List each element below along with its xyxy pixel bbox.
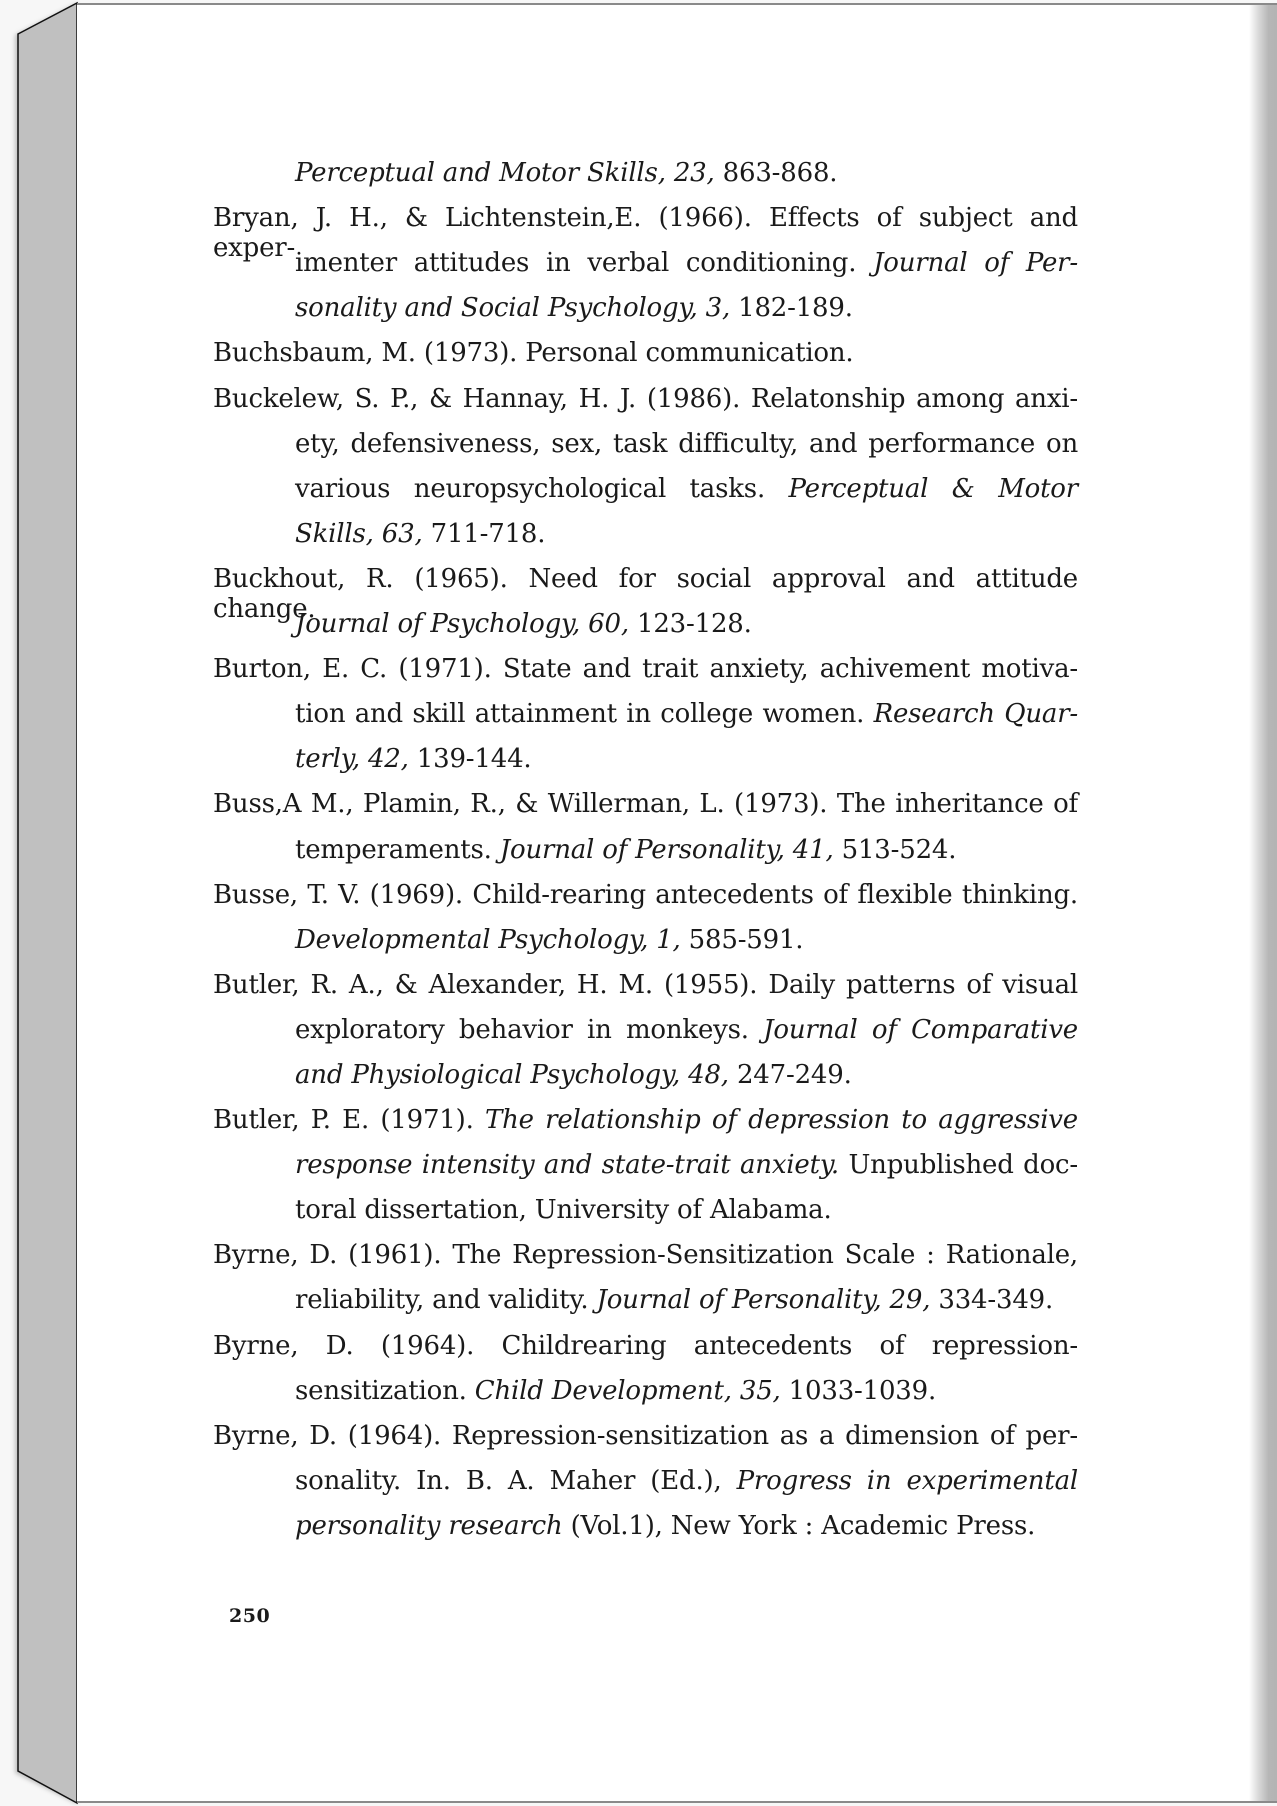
text: Butler, P. E. (1971). <box>213 1105 485 1135</box>
italic-text: Research Quar- <box>873 699 1079 729</box>
reference-line-continuation <box>295 609 752 639</box>
text: 247-249. <box>728 1060 852 1090</box>
text: Butler, R. A., & Alexander, H. M. (1955). Daily patterns of visual <box>213 970 1078 1000</box>
text: ety, defensiveness, sex, task difficulty, and performance on <box>295 429 1078 459</box>
reference-line-first <box>213 1421 1078 1451</box>
italic-text: and Physiological Psychology, 48, <box>295 1060 729 1090</box>
reference-line-first <box>213 1105 1078 1135</box>
italic-text: Perceptual & Motor <box>788 474 1078 504</box>
italic-text: Journal of Per- <box>873 248 1078 278</box>
text: Busse, T. V. (1969). Child-rearing antecedents of flexible thinking. <box>213 880 1078 910</box>
page-number: 250 <box>229 1605 271 1627</box>
text: 123-128. <box>628 609 752 639</box>
italic-text: Skills, 63, <box>295 519 423 549</box>
reference-line-continuation <box>295 1376 936 1406</box>
italic-text: Progress in experimental <box>736 1466 1079 1496</box>
book-page <box>77 3 1277 1803</box>
reference-line-first <box>213 338 854 368</box>
reference-line-continuation <box>295 1285 1053 1315</box>
text: 711-718. <box>422 519 546 549</box>
italic-text: personality research <box>295 1511 563 1541</box>
text: (Vol.1), New York : Academic Press. <box>562 1511 1036 1541</box>
reference-line-continuation <box>295 293 853 323</box>
text: Unpublished doc- <box>838 1150 1078 1180</box>
text: temperaments. <box>295 835 500 865</box>
reference-line-continuation <box>295 1060 852 1090</box>
text: 585-591. <box>680 925 804 955</box>
reference-line-continuation <box>295 744 531 774</box>
italic-text: The relationship of depression to aggressive <box>484 1105 1078 1135</box>
text: tion and skill attainment in college women. <box>295 699 874 729</box>
text: 513-524. <box>833 835 957 865</box>
italic-text: Journal of Personality, 29, <box>596 1285 931 1315</box>
reference-line-first <box>213 1240 1078 1270</box>
italic-text: Journal of Psychology, 60, <box>295 609 629 639</box>
reference-list <box>77 5 1277 1801</box>
italic-text: Developmental Psychology, 1, <box>295 925 681 955</box>
text: exploratory behavior in monkeys. <box>295 1015 764 1045</box>
text: 334-349. <box>930 1285 1054 1315</box>
italic-text: response intensity and state-trait anxiety. <box>295 1150 839 1180</box>
text: Buckelew, S. P., & Hannay, H. J. (1986). Relatonship among anxi- <box>213 384 1078 414</box>
reference-line-continuation <box>295 925 803 955</box>
reference-line-continuation <box>295 519 545 549</box>
reference-line-continuation <box>295 699 1078 729</box>
reference-line-continuation <box>295 1511 1035 1541</box>
reference-line-continuation <box>295 429 1078 459</box>
reference-line-first <box>213 789 1078 819</box>
text: sonality. In. B. A. Maher (Ed.), <box>295 1466 737 1496</box>
text: Byrne, D. (1964). Childrearing antecedents of repression- <box>213 1331 1078 1361</box>
italic-text: terly, 42, <box>295 744 409 774</box>
italic-text: Journal of Personality, 41, <box>499 835 834 865</box>
text: Byrne, D. (1961). The Repression-Sensitization Scale : Rationale, <box>213 1240 1078 1270</box>
text: 863-868. <box>714 158 838 188</box>
text: sensitization. <box>295 1376 475 1406</box>
text: toral dissertation, University of Alabama. <box>295 1195 832 1225</box>
italic-text: Child Development, 35, <box>474 1376 781 1406</box>
reference-line-first <box>213 654 1078 684</box>
reference-line-continuation <box>295 474 1078 504</box>
text: Buss,A M., Plamin, R., & Willerman, L. (1973). The inheritance of <box>213 789 1078 819</box>
reference-line-first <box>213 970 1078 1000</box>
text: Buchsbaum, M. (1973). Personal communication. <box>213 338 854 368</box>
text: imenter attitudes in verbal conditioning. <box>295 248 874 278</box>
reference-line-first <box>213 880 1078 910</box>
reference-line-first <box>213 1331 1078 1361</box>
text: reliability, and validity. <box>295 1285 597 1315</box>
italic-text: sonality and Social Psychology, 3, <box>295 293 731 323</box>
reference-line-continuation <box>295 1195 832 1225</box>
reference-line-first <box>213 384 1078 414</box>
text: Bryan, J. H., & Lichtenstein,E. (1966). Effects of subject and exper- <box>213 203 1078 263</box>
text: Byrne, D. (1964). Repression-sensitization as a dimension of per- <box>213 1421 1078 1451</box>
text: 182-189. <box>730 293 853 323</box>
reference-line-continuation <box>295 158 837 188</box>
reference-line-continuation <box>295 1466 1078 1496</box>
reference-line-continuation <box>295 1015 1078 1045</box>
text: Burton, E. C. (1971). State and trait anxiety, achivement motiva- <box>213 654 1078 684</box>
reference-line-continuation <box>295 1150 1078 1180</box>
text: various neuropsychological tasks. <box>295 474 789 504</box>
italic-text: Journal of Comparative <box>763 1015 1078 1045</box>
text: 139-144. <box>408 744 532 774</box>
reference-line-continuation <box>295 248 1078 278</box>
italic-text: Perceptual and Motor Skills, 23, <box>295 158 715 188</box>
text: Buckhout, R. (1965). Need for social approval and attitude change. <box>213 564 1078 624</box>
reference-line-continuation <box>295 835 956 865</box>
text: 1033-1039. <box>780 1376 937 1406</box>
